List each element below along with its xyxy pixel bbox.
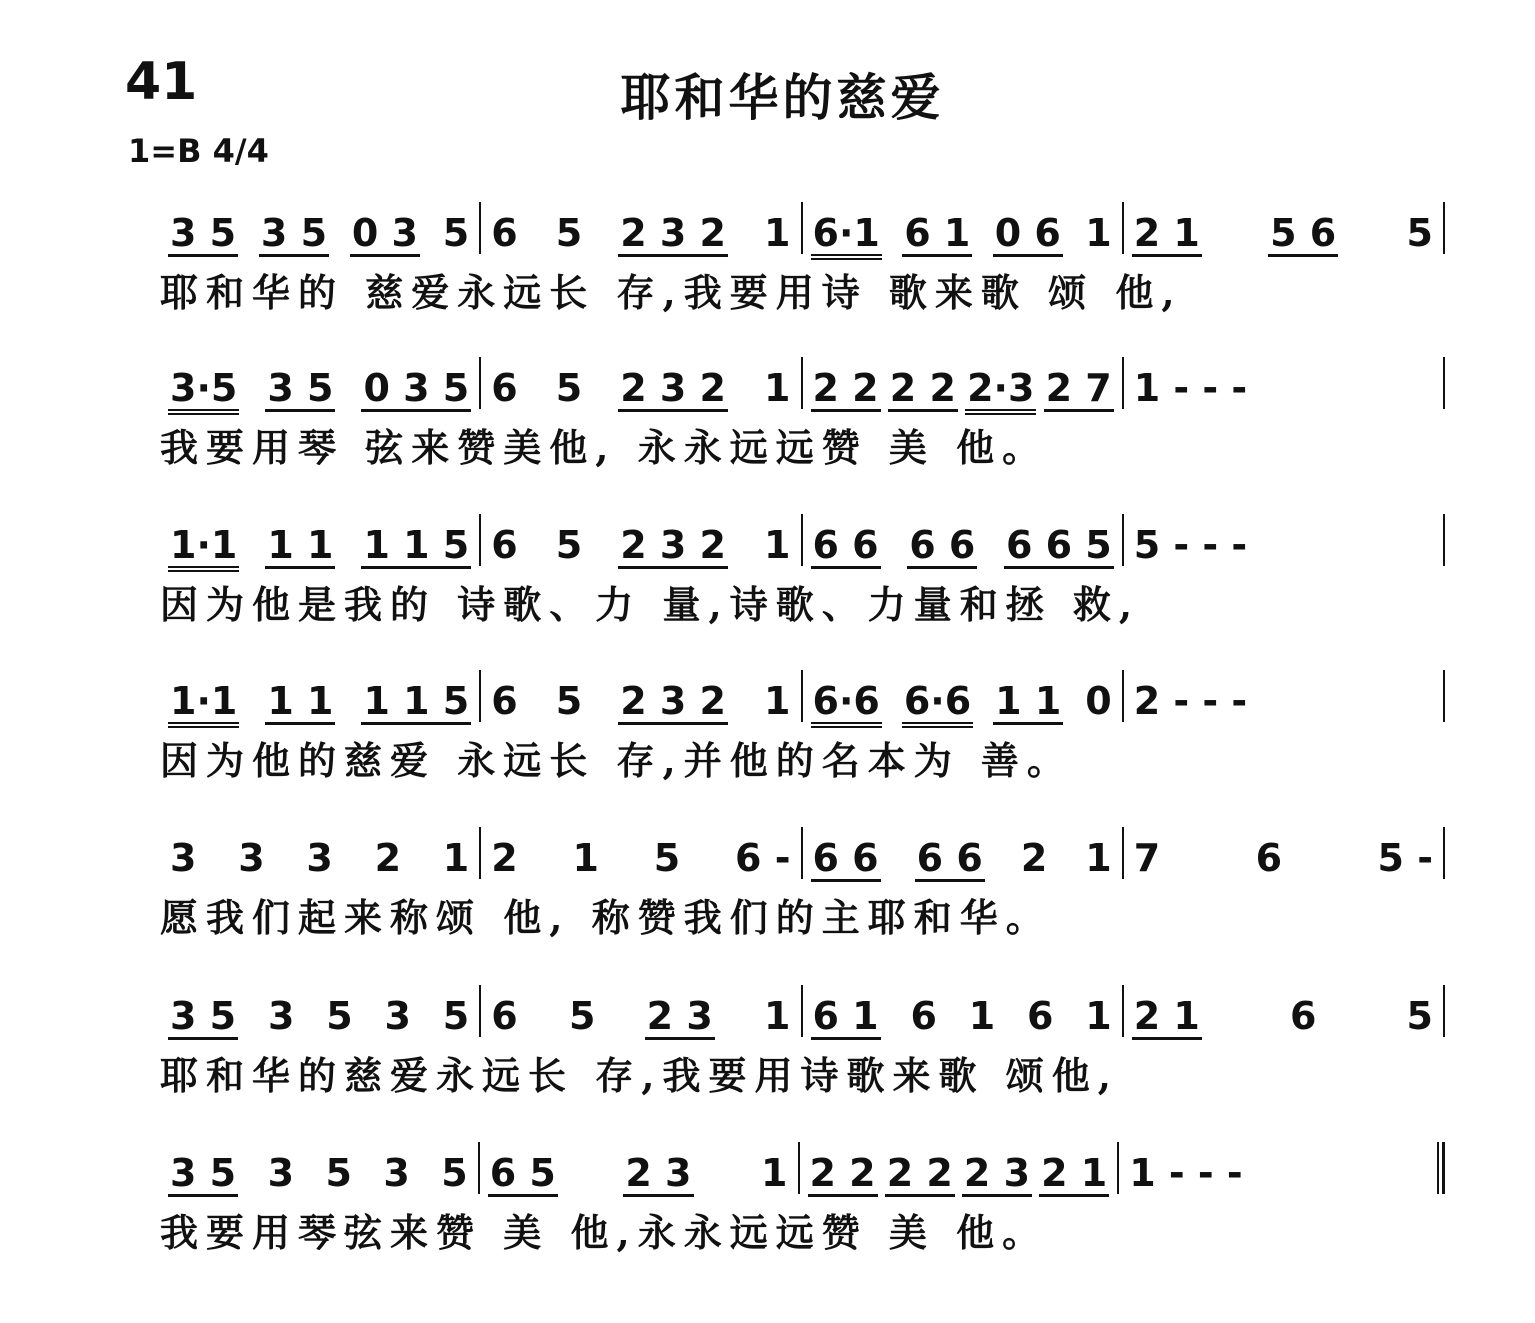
note-group: 6 [1289,994,1317,1038]
note-group: 6 6 [812,836,879,880]
note-group: 3 [384,994,411,1038]
lyrics-line: 因为他是我的 诗歌、力 量,诗歌、力量和拯 救, [160,582,1141,627]
score-system [160,668,1445,783]
measure [160,825,479,879]
barline [1443,985,1445,1037]
notation-line [160,355,1445,417]
note-group: 1 1 [267,679,334,723]
note-group: 2 - - - [1133,679,1248,723]
note-group: 5 [568,994,596,1038]
score-system [160,983,1445,1098]
note-group: 1 [442,836,470,880]
score-system [160,200,1445,315]
note-group: 6·1 [811,214,882,260]
note-group: 6 [491,523,518,567]
note-group: 5 [555,211,583,255]
measure [1124,668,1443,722]
note-group: 2 3 [625,1151,692,1195]
note-group: 6 [491,211,518,255]
measure [481,200,800,257]
note-group: 5 [555,523,583,567]
note-group: 6 [1255,836,1283,880]
song-number: 41 [125,52,198,112]
note-group: 1·1 [168,526,239,572]
measure [803,668,1122,728]
note-group: 3 5 [170,211,237,255]
score-system [160,355,1445,470]
note-group: 2 [491,836,518,880]
note-group: 2 7 [1045,366,1112,410]
note-group: 3 [383,1151,410,1195]
measure [803,512,1122,569]
note-group: 1 [764,211,791,255]
note-group: 3 [170,836,197,880]
note-group: 6 5 [489,1151,556,1195]
note-group: 7 [1133,836,1161,880]
note-group: 2 3 [646,994,713,1038]
final-barline [1437,1142,1445,1194]
note-group: 5 - - - [1133,523,1248,567]
note-group: 2 3 2 [620,211,726,255]
measure [1124,825,1443,879]
measure [160,983,479,1040]
lyrics-line: 耶和华的 慈爱永远长 存,我要用诗 歌来歌 颂 他, [160,270,1183,315]
note-group: 1 [764,523,791,567]
note-group: 6 6 5 [1005,523,1112,567]
note-group: 2·3 [965,369,1036,415]
note-group: 6 [491,994,518,1038]
notation-line [160,1140,1445,1202]
note-group: 1 [764,994,791,1038]
notation-line [160,825,1445,887]
note-group: 1 [1085,836,1112,880]
note-group: 5 [1406,994,1433,1038]
lyrics-line: 愿我们起来称颂 他, 称赞我们的主耶和华。 [160,895,1052,940]
note-group: 5 [441,1151,468,1195]
note-group: 3 5 [170,1151,237,1195]
note-group: 6·6 [902,682,973,728]
measure [803,355,1122,415]
note-group: 2 1 [1133,211,1200,255]
measure [800,1140,1118,1197]
note-group: 1 1 5 [363,523,470,567]
measure [1124,983,1443,1040]
barline [1443,827,1445,879]
note-group: 0 3 5 [363,366,470,410]
note-group: 5 6 [1270,211,1337,255]
measure [481,825,800,879]
note-group: 6 6 [916,836,983,880]
note-group: 6 [910,994,937,1038]
note-group: 6 [491,366,518,410]
note-group: 5 [325,1151,352,1195]
notation-line [160,983,1445,1045]
note-group: 3·5 [168,369,239,415]
key-and-time-signature: 1=B 4/4 [128,132,269,170]
note-group: 6·6 [811,682,882,728]
note-group: 1 - - - [1133,366,1248,410]
note-group: 2 [1020,836,1048,880]
score-system [160,1140,1445,1255]
note-group: 5 [1406,211,1433,255]
note-group: 5 [555,679,583,723]
note-group: 5 - [1377,836,1433,880]
measure [481,512,800,569]
note-group: 6 6 [812,523,879,567]
notation-line [160,668,1445,730]
measure [803,200,1122,260]
note-group: 1 [764,679,791,723]
lyrics-line: 耶和华的慈爱永远长 存,我要用诗歌来歌 颂他, [160,1053,1119,1098]
note-group: 5 [555,366,583,410]
note-group: 2 2 [886,1151,953,1195]
note-group: 3 [306,836,333,880]
note-group: 1 [572,836,599,880]
note-group: 0 3 [351,211,418,255]
measure [160,355,479,415]
measure [160,668,479,728]
measure [803,983,1122,1040]
score-system [160,512,1445,627]
lyrics-line: 我要用琴 弦来赞美他, 永永远远赞 美 他。 [160,425,1049,470]
measure [1124,355,1443,409]
barline [1443,357,1445,409]
barline [1443,670,1445,722]
note-group: 5 [653,836,681,880]
lyrics-line: 因为他的慈爱 永远长 存,并他的名本为 善。 [160,738,1073,783]
note-group: 3 [267,994,295,1038]
note-group: 5 [326,994,353,1038]
note-group: 2 3 2 [620,366,726,410]
note-group: 2 3 2 [620,679,726,723]
note-group: 1 [761,1151,788,1195]
note-group: 2 3 2 [620,523,726,567]
note-group: 1·1 [168,682,239,728]
measure [1119,1140,1437,1194]
measure [481,355,800,412]
note-group: 6 [491,679,518,723]
measure [160,1140,478,1197]
note-group: 6 1 [904,211,971,255]
note-group: 1 [968,994,996,1038]
note-group: 0 [1085,679,1112,723]
note-group: 0 6 [994,211,1061,255]
note-group: 2 2 [812,366,879,410]
barline [1443,202,1445,254]
note-group: 1 [1085,211,1112,255]
note-group: 6 - [735,836,791,880]
note-group: 3 5 [170,994,237,1038]
measure [160,200,479,257]
note-group: 2 1 [1041,1151,1108,1195]
measure [480,1140,798,1197]
song-title: 耶和华的慈爱 [620,69,945,127]
note-group: 2 2 [809,1151,876,1195]
measure [481,983,800,1040]
note-group: 1 [1085,994,1112,1038]
notation-line [160,200,1445,262]
note-group: 1 - - - [1129,1151,1243,1195]
score-system [160,825,1445,940]
note-group: 3 5 [267,366,334,410]
measure [1124,200,1443,257]
note-group: 1 1 5 [363,679,470,723]
measure [803,825,1122,882]
measure [160,512,479,572]
note-group: 6 6 [909,523,976,567]
note-group: 6 1 [812,994,879,1038]
note-group: 6 [1027,994,1054,1038]
note-group: 1 1 [995,679,1062,723]
note-group: 2 3 [963,1151,1031,1195]
measure [1124,512,1443,566]
barline [1443,514,1445,566]
note-group: 2 2 [889,366,956,410]
note-group: 1 1 [267,523,334,567]
notation-line [160,512,1445,574]
note-group: 1 [764,366,791,410]
note-group: 3 [267,1151,295,1195]
measure [481,668,800,725]
note-group: 5 [442,211,470,255]
note-group: 3 5 [260,211,328,255]
lyrics-line: 我要用琴弦来赞 美 他,永永远远赞 美 他。 [160,1210,1049,1255]
note-group: 3 [238,836,265,880]
note-group: 2 1 [1133,994,1200,1038]
note-group: 5 [442,994,470,1038]
note-group: 2 [374,836,402,880]
